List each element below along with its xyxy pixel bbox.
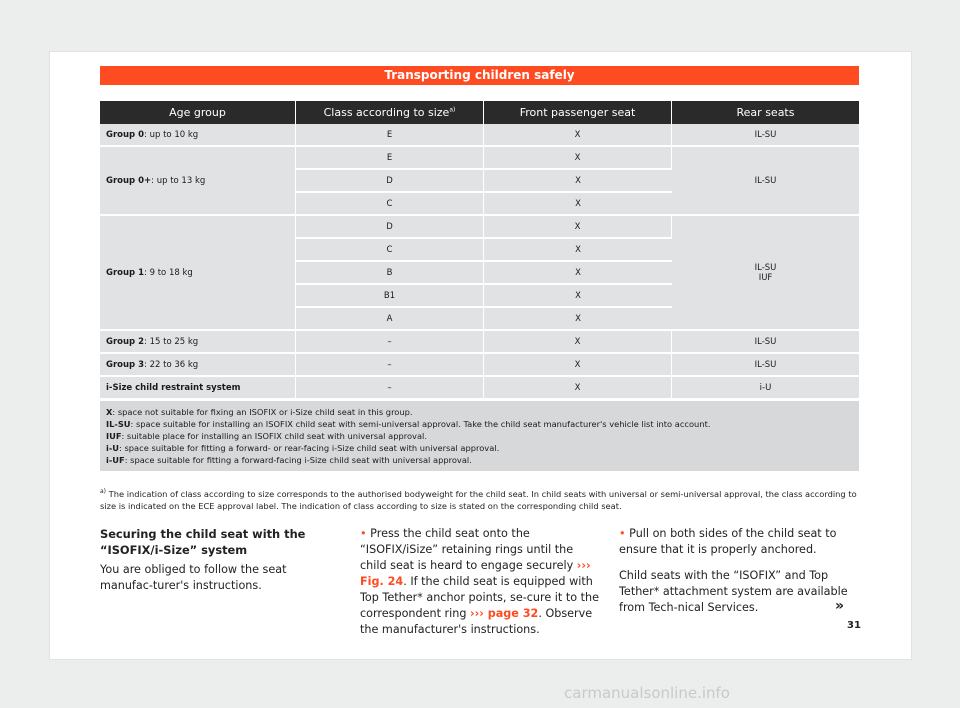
rear-seats-cell <box>672 216 859 331</box>
class-cell: – <box>296 331 484 354</box>
footnote-text: The indication of class according to size corresponds to the authorised bodyweight for the child seat. In child seats with universal or semi-universal approval, the class according to size is indicated on the ECE approval label. The indication of class according to size is stated on the corresponding child seat. <box>100 488 857 511</box>
age-group-cell <box>100 147 296 216</box>
class-cell: B <box>296 262 484 285</box>
next-page-arrow-icon[interactable]: » <box>835 598 845 614</box>
instruction-text-3: . Observe the manufacturer's instructions. <box>360 607 593 636</box>
isofix-table <box>100 101 859 400</box>
class-cell: D <box>296 170 484 193</box>
age-group-weight: : up to 10 kg <box>144 129 199 140</box>
age-group-cell <box>100 354 296 377</box>
note-key: X <box>106 407 113 417</box>
text-column-3 <box>619 526 859 626</box>
front-seat-cell: X <box>484 377 672 400</box>
note-line <box>106 430 853 442</box>
text-column-1 <box>100 526 338 604</box>
paragraph: Child seats with the “ISOFIX” and Top Tether* attachment system are available from Tech-nical Services. <box>619 569 848 614</box>
age-group-name: Group 1 <box>106 267 145 278</box>
note-key: IUF <box>106 431 122 441</box>
age-group-weight: : 22 to 36 kg <box>144 359 199 370</box>
age-group-name: Group 3 <box>106 359 145 370</box>
class-cell: C <box>296 193 484 216</box>
rear-seats-cell <box>672 124 859 147</box>
header-age-group: Age group <box>100 101 296 124</box>
table-row <box>100 147 859 170</box>
table-row <box>100 124 859 147</box>
note-key: IL-SU <box>106 419 131 429</box>
table-row <box>100 354 859 377</box>
note-text: : space suitable for installing an ISOFIX child seat with semi-universal approval. Take the child seat manufacturer's vehicle list into account. <box>130 419 711 429</box>
front-seat-cell: X <box>484 239 672 262</box>
instruction-text: Pull on both sides of the child seat to ensure that it is properly anchored. <box>619 527 837 556</box>
note-line <box>106 442 853 454</box>
instruction-paragraph <box>360 526 600 638</box>
rear-seat-value: IL-SU <box>754 262 777 273</box>
front-seat-cell: X <box>484 193 672 216</box>
note-line <box>106 418 853 430</box>
footnote-marker: a) <box>100 488 107 495</box>
note-line <box>106 454 853 466</box>
front-seat-cell: X <box>484 216 672 239</box>
figure-link[interactable]: ››› Fig. 24 <box>360 559 591 588</box>
header-rear-seats: Rear seats <box>672 101 859 124</box>
note-text: : space suitable for fitting a forward- or rear-facing i-Size child seat with universal approval. <box>119 443 500 453</box>
class-cell: – <box>296 377 484 400</box>
table-notes <box>100 401 859 471</box>
note-text: : suitable place for installing an ISOFIX child seat with universal approval. <box>121 431 427 441</box>
isofix-table-container <box>100 101 859 471</box>
age-group-cell <box>100 124 296 147</box>
footnote-ref: a) <box>449 106 456 114</box>
age-group-name: Group 0 <box>106 129 145 140</box>
paragraph: You are obliged to follow the seat manufac-turer's instructions. <box>100 563 287 592</box>
age-group-cell <box>100 216 296 331</box>
rear-seats-cell <box>672 331 859 354</box>
note-key: i-UF <box>106 455 125 465</box>
note-line <box>106 406 853 418</box>
bullet-icon: • <box>619 527 626 540</box>
instruction-text-1: Press the child seat onto the “ISOFIX/iSize” retaining rings until the child seat is heard to engage securely <box>360 527 577 572</box>
age-group-name: Group 0+ <box>106 175 152 186</box>
table-row <box>100 377 859 400</box>
header-class <box>296 101 484 124</box>
class-cell: – <box>296 354 484 377</box>
age-group-weight: : up to 13 kg <box>151 175 206 186</box>
front-seat-cell: X <box>484 354 672 377</box>
rear-seat-value: IL-SU <box>754 336 777 347</box>
age-group-weight: : 15 to 25 kg <box>144 336 199 347</box>
class-cell: B1 <box>296 285 484 308</box>
page-link[interactable]: ››› page 32 <box>469 607 539 620</box>
age-group-cell <box>100 331 296 354</box>
class-cell: E <box>296 124 484 147</box>
table-row <box>100 216 859 239</box>
text-column-2 <box>360 526 600 648</box>
age-group-cell <box>100 377 296 400</box>
rear-seat-value: i-U <box>759 382 772 393</box>
instruction-text-2: . If the child seat is equipped with Top Tether* anchor points, se-cure it to the correspondent ring <box>360 575 599 620</box>
instruction-paragraph-2 <box>619 526 859 558</box>
front-seat-cell: X <box>484 170 672 193</box>
age-group-name: Group 2 <box>106 336 145 347</box>
table-row <box>100 331 859 354</box>
table-body <box>100 124 859 400</box>
header-front-seat: Front passenger seat <box>484 101 672 124</box>
front-seat-cell: X <box>484 285 672 308</box>
class-cell: E <box>296 147 484 170</box>
section-header: Transporting children safely <box>100 66 859 85</box>
footnote <box>100 486 859 512</box>
class-cell: C <box>296 239 484 262</box>
note-key: i-U <box>106 443 120 453</box>
note-text: : space suitable for fitting a forward-facing i-Size child seat with universal approval. <box>124 455 472 465</box>
table-header-row <box>100 101 859 124</box>
page-number: 31 <box>847 620 861 631</box>
bullet-icon: • <box>360 527 367 540</box>
header-class-label: Class according to size <box>323 106 450 119</box>
age-group-weight: : 9 to 18 kg <box>144 267 193 278</box>
rear-seats-cell <box>672 377 859 400</box>
rear-seat-value: IL-SU <box>754 175 777 186</box>
class-cell: A <box>296 308 484 331</box>
age-group-name: i-Size child restraint system <box>106 382 241 393</box>
section-heading: Securing the child seat with the “ISOFIX/i-Size” system <box>100 527 306 557</box>
front-seat-cell: X <box>484 262 672 285</box>
class-cell: D <box>296 216 484 239</box>
front-seat-cell: X <box>484 124 672 147</box>
rear-seat-value: IUF <box>758 272 773 283</box>
rear-seats-cell <box>672 147 859 216</box>
front-seat-cell: X <box>484 147 672 170</box>
front-seat-cell: X <box>484 308 672 331</box>
rear-seats-cell <box>672 354 859 377</box>
rear-seat-value: IL-SU <box>754 359 777 370</box>
note-text: : space not suitable for fixing an ISOFIX or i-Size child seat in this group. <box>112 407 413 417</box>
front-seat-cell: X <box>484 331 672 354</box>
watermark: carmanualsonline.info <box>564 684 730 702</box>
rear-seat-value: IL-SU <box>754 129 777 140</box>
